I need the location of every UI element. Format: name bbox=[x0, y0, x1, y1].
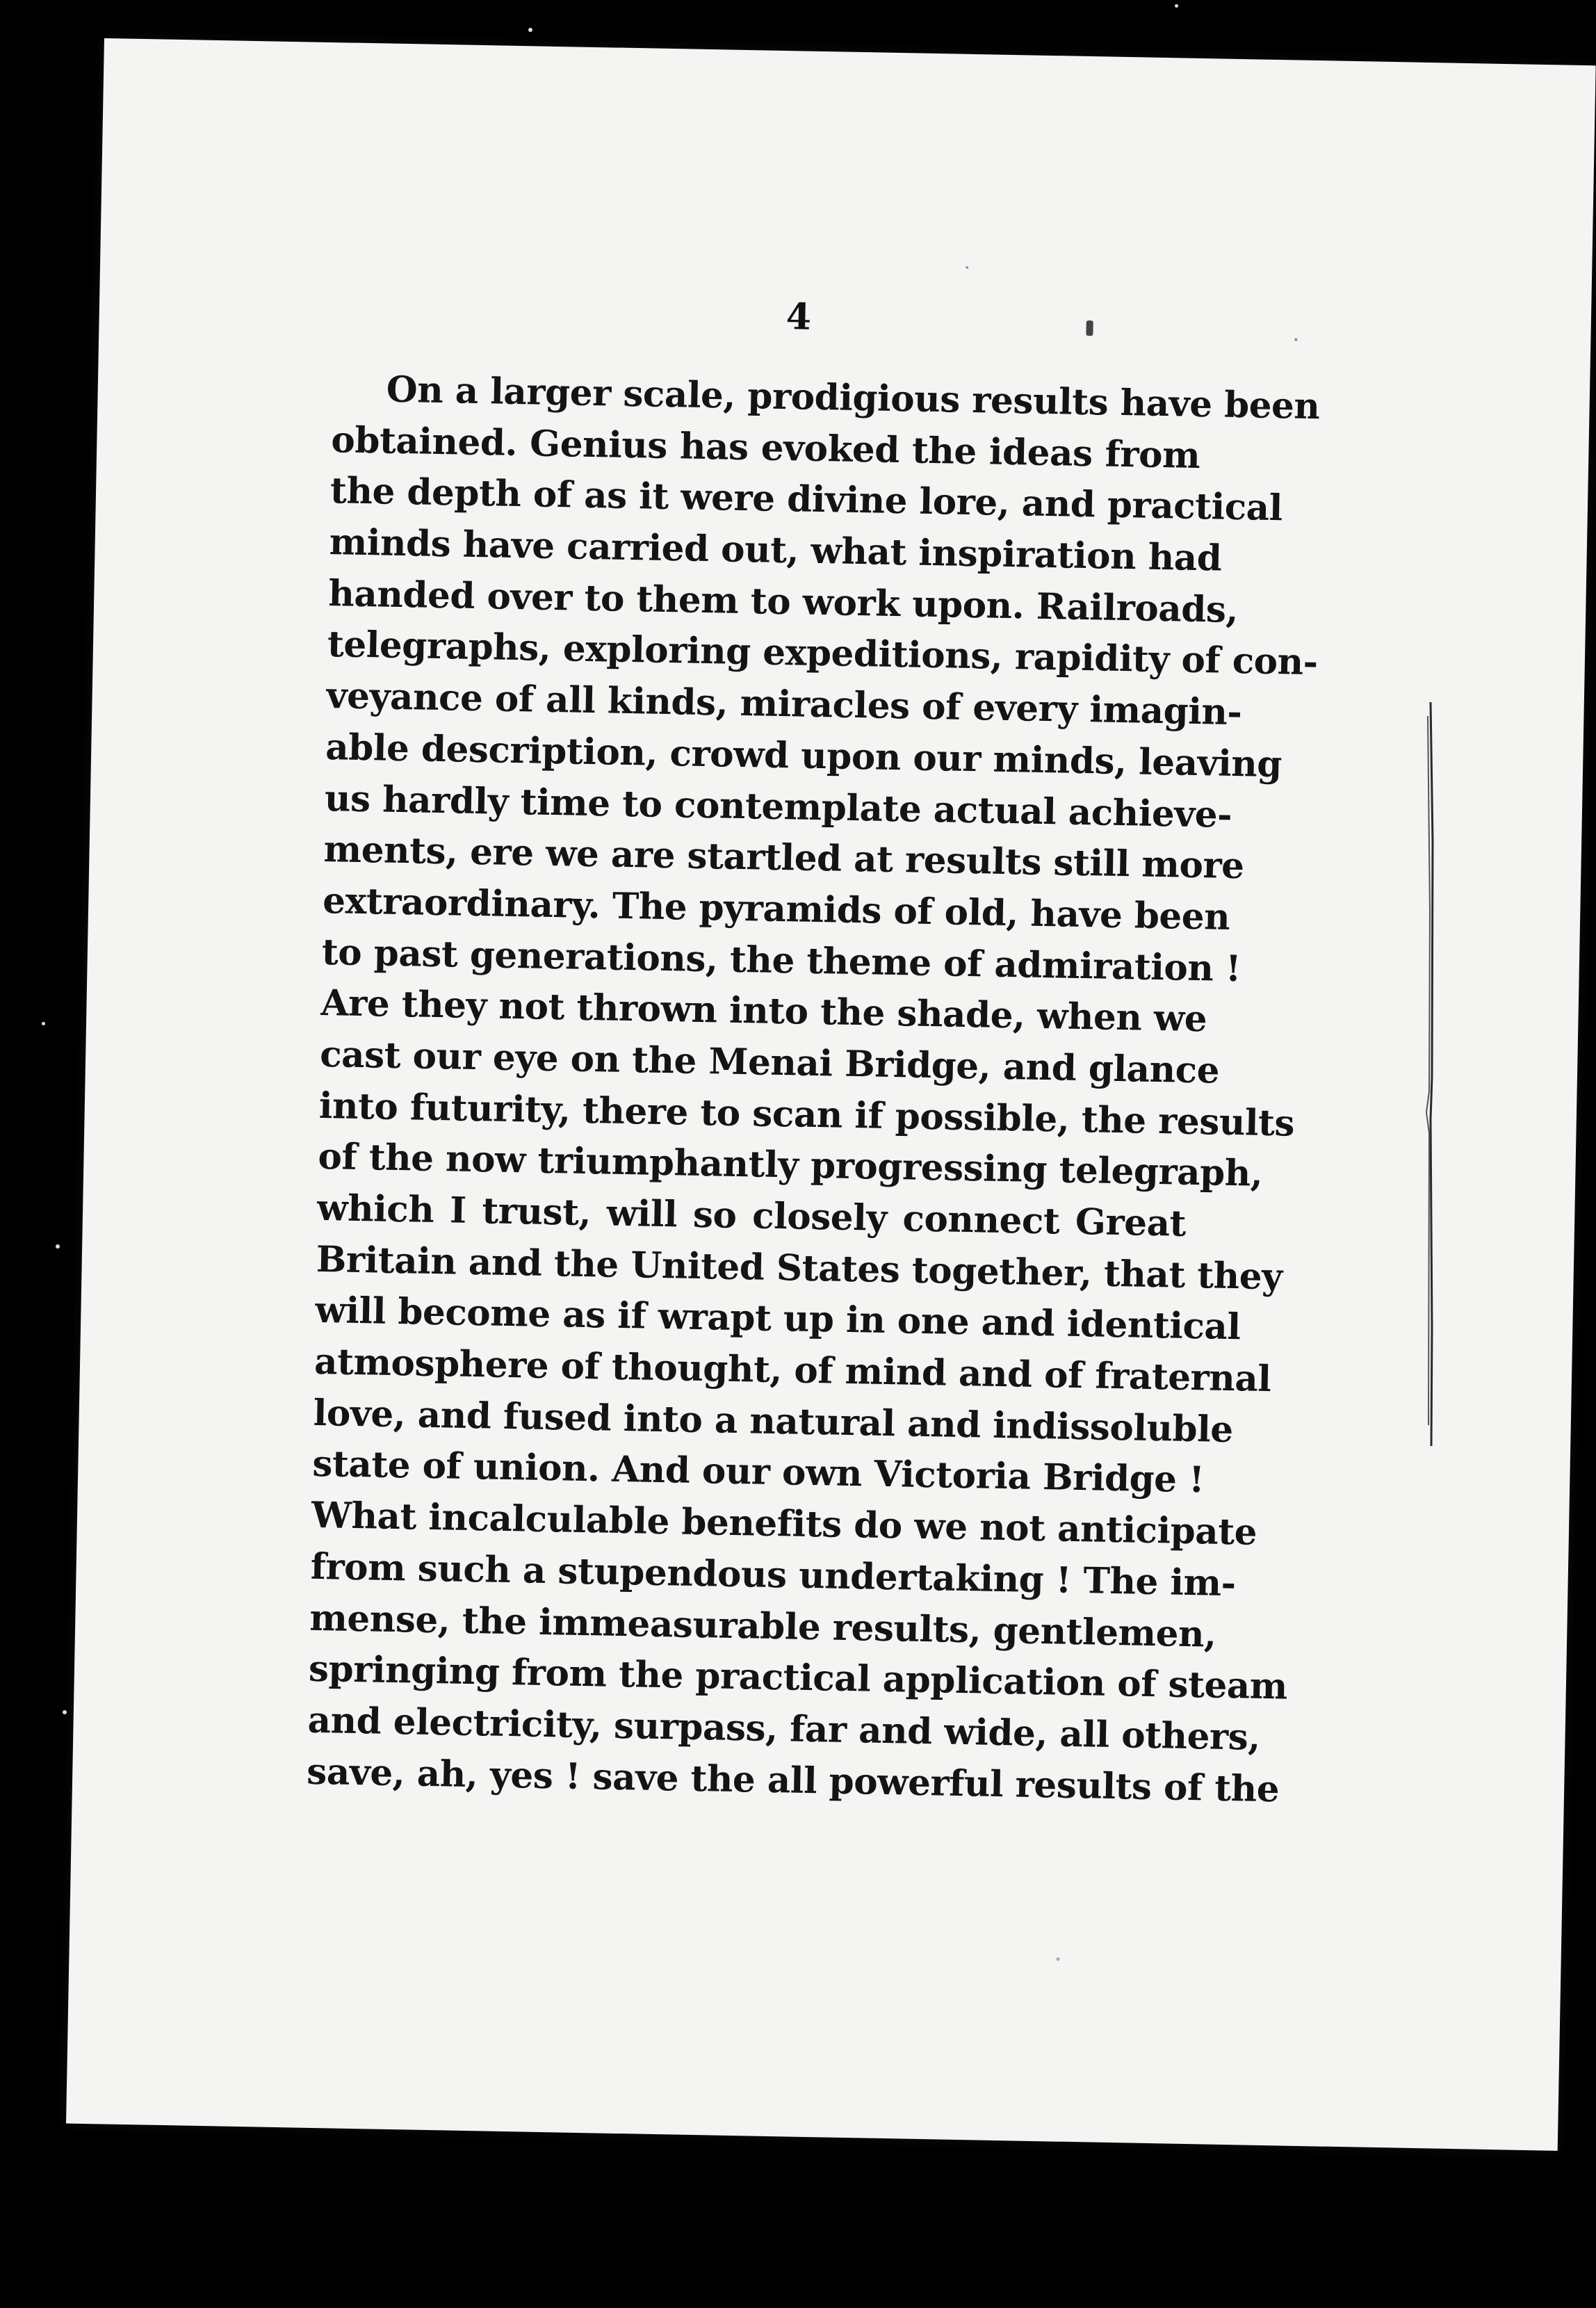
body-text bbox=[306, 364, 1321, 1814]
text-line: obtained. Genius has evoked the ideas from bbox=[330, 418, 1200, 477]
dust-speck bbox=[1175, 4, 1178, 8]
page-number: 4 bbox=[785, 295, 812, 339]
text-line: of the now triumphantly progressing telegraph, bbox=[318, 1136, 1263, 1196]
text-line: state of union. And our own Victoria Bridge ! bbox=[311, 1443, 1205, 1502]
ink-blemish bbox=[1086, 320, 1093, 336]
text-line: telegraphs, exploring expeditions, rapidity of con- bbox=[327, 624, 1319, 684]
text-line: into futurity, there to scan if possible, the results bbox=[318, 1084, 1295, 1145]
text-line: What incalculable benefits do we not anticipate bbox=[311, 1494, 1257, 1554]
dust-speck bbox=[966, 266, 968, 269]
text-line: springing from the practical application of steam bbox=[308, 1648, 1288, 1708]
text-line: atmosphere of thought, of mind and of fraternal bbox=[314, 1340, 1272, 1401]
text-line: mense, the immeasurable results, gentlemen, bbox=[309, 1597, 1217, 1656]
text-line: and electricity, surpass, far and wide, all others, bbox=[307, 1699, 1261, 1759]
text-line: love, and fused into a natural and indissoluble bbox=[313, 1392, 1234, 1451]
text-line: the depth of as it were divine lore, and practical bbox=[329, 470, 1283, 530]
text-line: Britain and the United States together, that they bbox=[316, 1238, 1283, 1299]
text-line: able description, crowd upon our minds, leaving bbox=[325, 726, 1282, 786]
text-line: veyance of all kinds, miracles of every imagin- bbox=[326, 675, 1243, 734]
dust-speck bbox=[63, 1710, 67, 1714]
text-line: from such a stupendous undertaking ! The im- bbox=[310, 1545, 1237, 1605]
text-line: extraordinary. The pyramids of old, have been bbox=[322, 879, 1230, 938]
text-line: to past generations, the theme of admiration ! bbox=[321, 931, 1241, 990]
text-line: On a larger scale, prodigious results have been bbox=[386, 368, 1321, 428]
text-line: us hardly time to contemplate actual achieve- bbox=[324, 777, 1232, 836]
text-line: Are they not thrown into the shade, when we bbox=[320, 982, 1207, 1041]
text-line: save, ah, yes ! save the all powerful results of the bbox=[306, 1750, 1280, 1810]
dust-speck bbox=[42, 1022, 45, 1025]
text-line: handed over to them to work upon. Railroads, bbox=[327, 572, 1239, 631]
dust-speck bbox=[1294, 338, 1297, 341]
text-line: will become as if wrapt up in one and identical bbox=[314, 1290, 1241, 1349]
text-line: cast our eye on the Menai Bridge, and glance bbox=[319, 1033, 1220, 1092]
text-line: ments, ere we are startled at results still more bbox=[323, 829, 1245, 888]
text-line: which I trust, will so closely connect Great bbox=[316, 1187, 1187, 1245]
dust-speck bbox=[56, 1244, 60, 1249]
dust-speck bbox=[528, 28, 532, 32]
dust-speck bbox=[1057, 1958, 1060, 1961]
book-page bbox=[66, 38, 1596, 2151]
text-line: minds have carried out, what inspiration had bbox=[329, 521, 1222, 580]
